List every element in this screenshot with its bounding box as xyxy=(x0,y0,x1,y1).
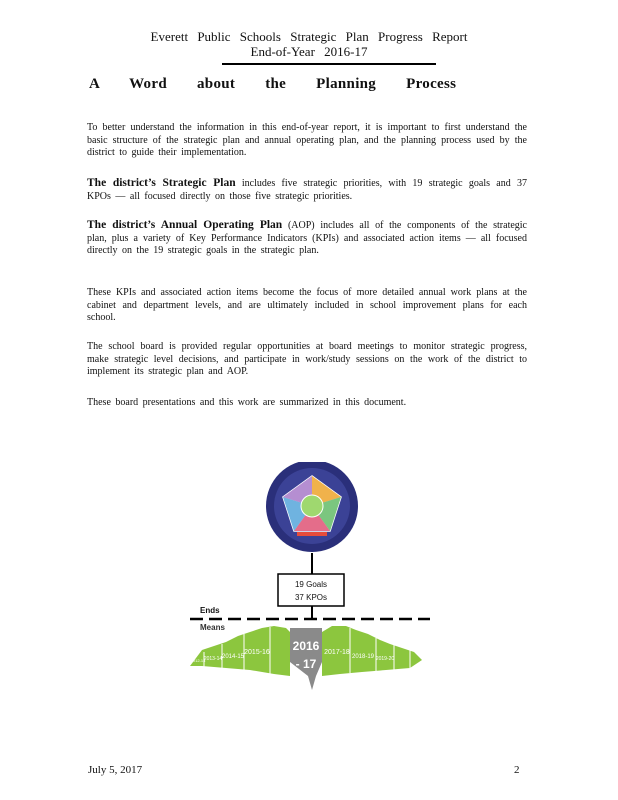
paragraph-board: The school board is provided regular opportunities at board meetings to monitor strategic progress, make strategic level decisions, and participate in work/study sessions on the work of the district to implement its strategic plan and AOP. xyxy=(87,341,527,377)
year-label: 2012-13 xyxy=(190,658,206,663)
strategic-plan-lead: The district’s Strategic Plan xyxy=(87,177,236,189)
report-subtitle: End-of-Year 2016-17 xyxy=(250,44,368,59)
goals-count: 19 Goals xyxy=(294,580,328,589)
paragraph-strategic-plan xyxy=(87,177,527,203)
means-label: Means xyxy=(200,623,225,632)
paragraph-intro: To better understand the information in this end-of-year report, it is important to first understand the basic structure of the strategic plan and annual operating plan, and the planning process used by the district to guide their implementation. xyxy=(87,122,527,158)
header-rule xyxy=(222,63,436,65)
year-label: 2017-18 xyxy=(324,649,350,656)
footer-date: July 5, 2017 xyxy=(88,764,143,776)
year-label: 2018-19 xyxy=(351,654,375,660)
year-label: 2015-16 xyxy=(244,649,270,656)
current-year-bottom: - 17 xyxy=(295,657,317,671)
strategic-plan-circle-icon xyxy=(266,462,358,552)
year-label: 2019-20 xyxy=(375,656,395,662)
report-title: Everett Public Schools Strategic Plan Progress Report xyxy=(150,29,468,44)
planning-process-graphic xyxy=(190,462,430,692)
current-year-top: 2016 xyxy=(292,639,320,653)
operating-plan-lead: The district’s Annual Operating Plan xyxy=(87,219,283,231)
kpos-count: 37 KPOs xyxy=(294,593,328,602)
strategic-plan-text: includes five strategic priorities, with 19 strategic goals and 37 KPOs — all focused directly on those five strategic priorities. xyxy=(87,178,527,202)
year-label: 2013-14 xyxy=(203,656,223,662)
operating-plan-text: (AOP) includes all of the components of the strategic plan, plus a variety of Key Performance Indicators (KPIs) and associated action items — all focused directly on the 19 strategic goals in the strategic plan. xyxy=(87,220,527,256)
section-title: A Word about the Planning Process xyxy=(89,76,457,92)
page-number: 2 xyxy=(514,764,520,776)
years-ribbon xyxy=(190,626,422,690)
paragraph-summary: These board presentations and this work are summarized in this document. xyxy=(87,397,407,408)
paragraph-operating-plan xyxy=(87,219,527,258)
paragraph-kpis: These KPIs and associated action items become the focus of more detailed annual work plans at the cabinet and department levels, and are ultimately included in school improvement plans for each school. xyxy=(87,287,527,323)
ends-label: Ends xyxy=(200,606,220,615)
year-label: 2014-15 xyxy=(221,654,245,660)
